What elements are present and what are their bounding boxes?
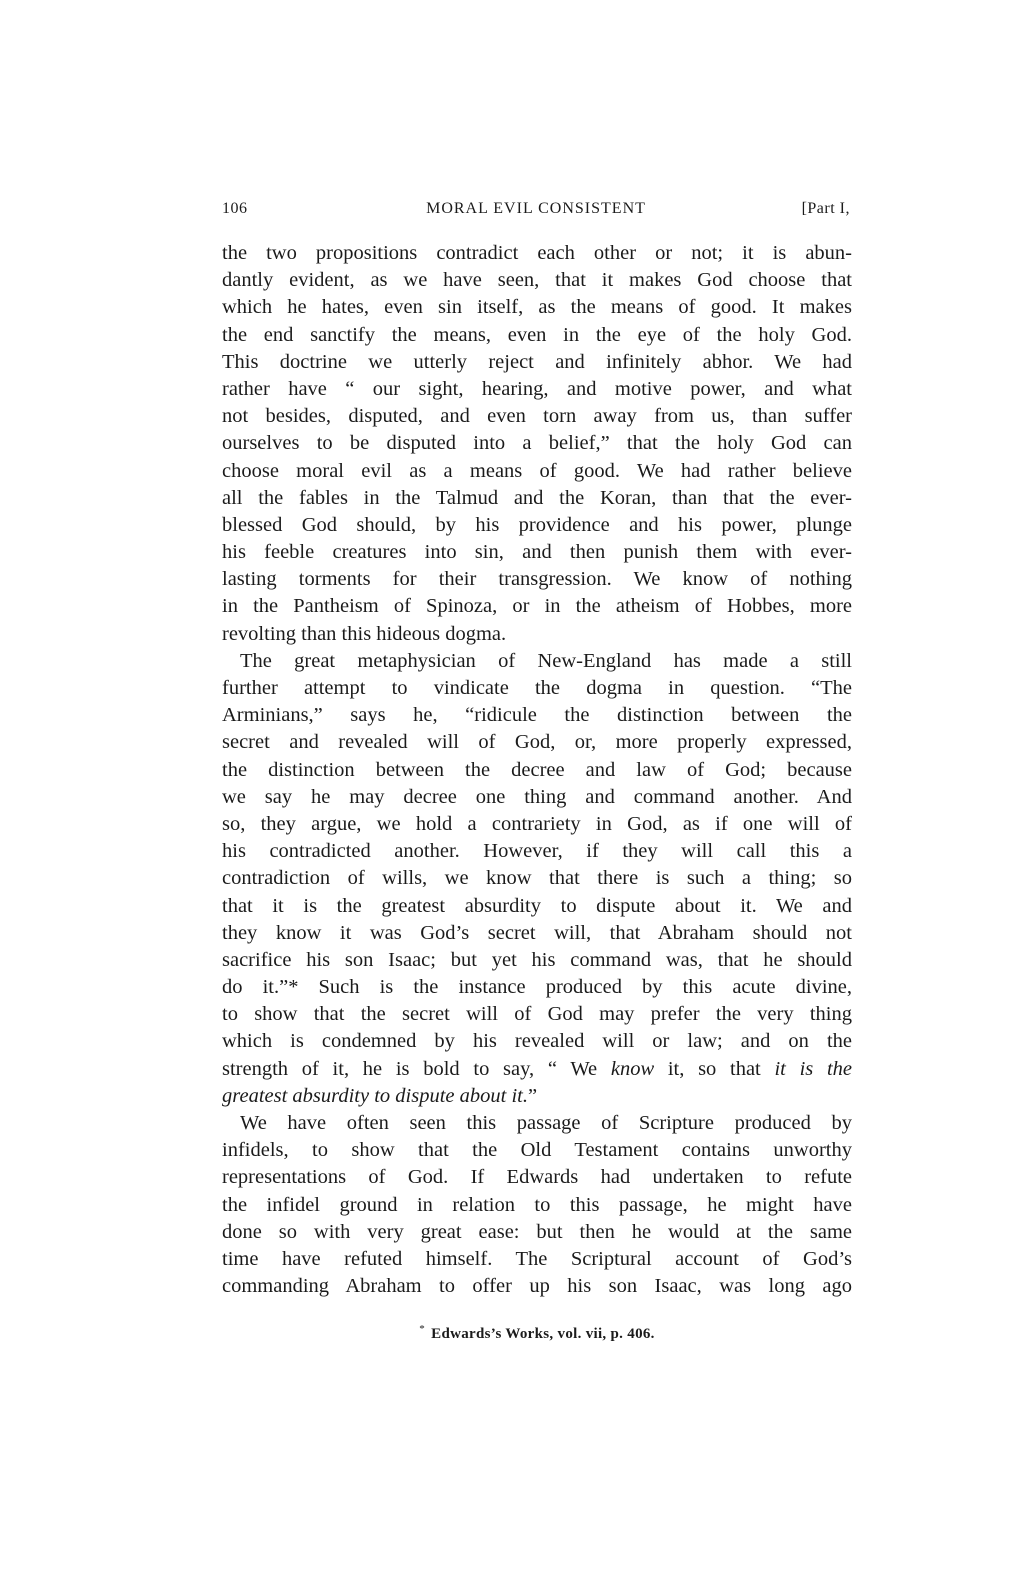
mixed-italic-line [222, 1083, 852, 1110]
paragraph-start-line: We have often seen this passage of Scripture produced by [240, 1112, 852, 1134]
text-line: the infidel ground in relation to this passage, he might have [222, 1193, 852, 1216]
text-line: lasting torments for their transgression. We know of nothing [222, 568, 852, 591]
text-line: the distinction between the decree and law of God; because [222, 758, 852, 781]
text-line: secret and revealed will of God, or, more properly expressed, [222, 731, 852, 754]
text-line: so, they argue, we hold a contrariety in God, as if one will of [222, 812, 852, 835]
page-number: 106 [222, 200, 248, 217]
text-line: his contradicted another. However, if they will call this a [222, 840, 852, 863]
text-line: do it.”* Such is the instance produced by this acute divine, [222, 976, 852, 999]
text-line: sacrifice his son Isaac; but yet his command was, that he should [222, 948, 852, 971]
text-line: This doctrine we utterly reject and infinitely abhor. We had [222, 350, 852, 373]
italic-segment: know [610, 1057, 655, 1080]
text-line: dantly evident, as we have seen, that it makes God choose that [222, 269, 852, 292]
text-line: that it is the greatest absurdity to dispute about it. We and [222, 894, 852, 917]
text-line: Arminians,” says he, “ridicule the distinction between the [222, 704, 852, 727]
text-line: contradiction of wills, we know that there is such a thing; so [222, 867, 852, 890]
footnote-text: Edwards’s Works, vol. vii, p. 406. [431, 1326, 655, 1342]
paragraph-start-line: The great metaphysician of New-England has made a still [240, 649, 852, 672]
text-line: commanding Abraham to offer up his son Isaac, was long ago [222, 1275, 852, 1298]
footnote [222, 1323, 852, 1343]
text-line: to show that the secret will of God may prefer the very thing [222, 1003, 852, 1026]
text-line: which is condemned by his revealed will or law; and on the [222, 1030, 852, 1053]
text-line: the end sanctify the means, even in the eye of the holy God. [222, 323, 852, 346]
italic-segment: greatest absurdity to dispute about it. [222, 1084, 528, 1107]
text-segment: ” [527, 1084, 538, 1107]
text-line: infidels, to show that the Old Testament contains unworthy [222, 1139, 852, 1162]
text-line: his feeble creatures into sin, and then punish them with ever- [222, 541, 852, 564]
body-text [222, 240, 852, 1300]
text-line: they know it was God’s secret will, that Abraham should not [222, 921, 852, 944]
italic-segment: it is the [774, 1057, 853, 1080]
text-line: rather have “ our sight, hearing, and motive power, and what [222, 377, 852, 400]
text-line: further attempt to vindicate the dogma in question. “The [222, 677, 852, 699]
text-line: ourselves to be disputed into a belief,” that the holy God can [222, 432, 852, 455]
part-label: [Part I, [801, 200, 850, 217]
footnote-mark: * [419, 1323, 426, 1335]
running-head [222, 200, 850, 224]
text-line: representations of God. If Edwards had undertaken to refute [222, 1166, 852, 1189]
text-line: done so with very great ease: but then he would at the same [222, 1220, 852, 1243]
page-title: MORAL EVIL CONSISTENT [426, 200, 646, 217]
text-line: not besides, disputed, and even torn away from us, than suffer [222, 405, 852, 428]
text-line: all the fables in the Talmud and the Koran, than that the ever- [222, 486, 852, 509]
text-line: revolting than this hideous dogma. [222, 622, 507, 645]
text-line: time have refuted himself. The Scriptural account of God’s [222, 1247, 852, 1270]
text-line: which he hates, even sin itself, as the means of good. It makes [222, 296, 852, 319]
mixed-italic-line [222, 1056, 852, 1083]
text-line: in the Pantheism of Spinoza, or in the atheism of Hobbes, more [222, 595, 852, 618]
text-segment: strength of it, he is bold to say, “ We [222, 1057, 611, 1080]
text-segment: it, so that [654, 1057, 775, 1080]
text-line: blessed God should, by his providence and his power, plunge [222, 513, 852, 536]
text-line: choose moral evil as a means of good. We had rather believe [222, 459, 852, 482]
text-line: the two propositions contradict each other or not; it is abun- [222, 242, 852, 264]
text-line: we say he may decree one thing and command another. And [222, 785, 852, 808]
